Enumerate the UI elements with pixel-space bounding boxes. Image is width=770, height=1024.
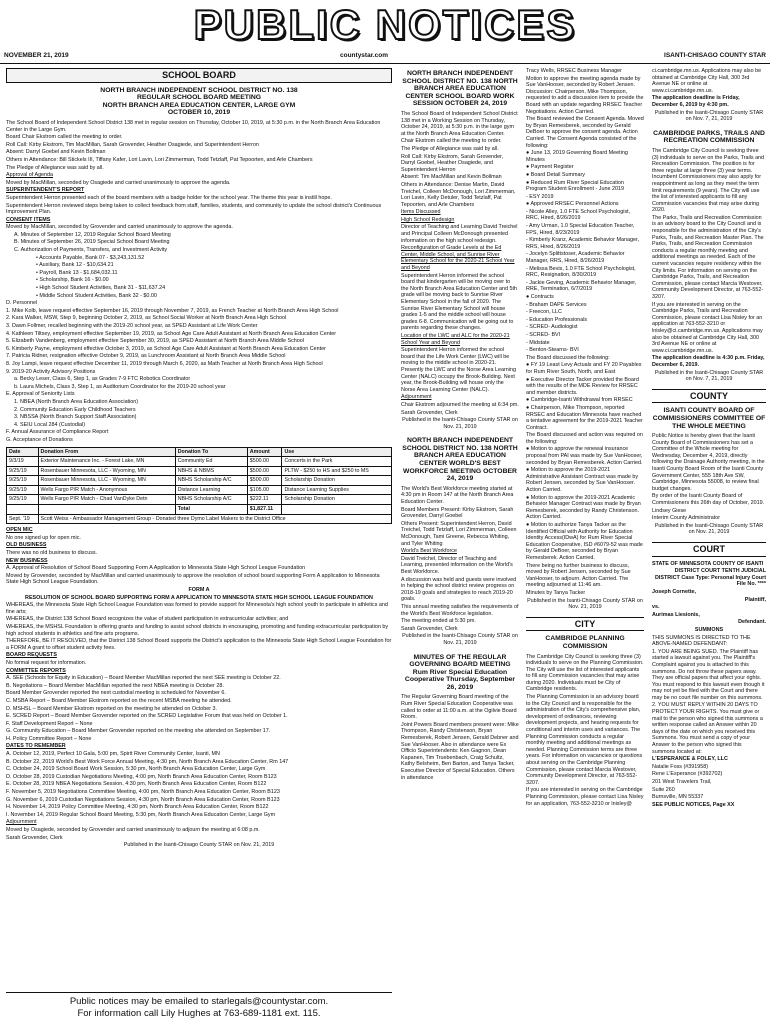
subheading: Location of the LWC and ALC for the 2020-21 School Year and Beyond [401,332,510,346]
subheading: SUPERINTENDENT'S REPORT [6,187,85,194]
subheading: Reconfiguration of Grade Levels at the Ed Center, Middle School, and Sunrise River Elementary School for the 2020-21 School Year and Beyond [401,245,515,272]
list-item: Board Member Grovender reported the next custodial meeting is scheduled for November 6. [6,690,226,697]
court-heading: STATE OF MINNESOTA COUNTY OF ISANTI [652,560,764,567]
paragraph: Superintendent Herron informed the school board that kindergarten will be moving over to the North Branch Area Education Center and 5th grade will be moving back to Sunrise River Elementary School in the fall of 2020. The Sunrise River Elementary School will house grades 1-5 and the middle school will house grades 6-8. Communication will be going out to parents regarding these changes. [401,272,517,332]
list-item: 2. Community Education Early Childhood Teachers [14,406,136,413]
publication-line: Published in the Isanti-Chisago County STAR on Nov. 21, 2019 [402,417,518,430]
paragraph: The Pledge of Allegiance was said by all. [6,164,104,171]
notice-heading: CAMBRIDGE PLANNING COMMISSION [545,635,625,650]
folio-site: countystar.com [340,52,389,59]
list-item: ● FY 19 Least Levy Actuals and FY 20 Payables for Rum River South, North, and East [526,362,642,375]
table-row [7,514,392,524]
paragraph: There being no further business to discuss, moved by Robert Jensen, seconded by Sue VanHooser, to adjourn. Action Carried. The meeting adjourned at 11:46 am. [526,562,631,589]
paragraph: Superintendent Herron presented each of the board members with a badge holder for the school year. The theme this year is instill hope. [6,194,332,201]
subheading: FORM A [188,587,210,593]
subheading: RESOLUTION OF SCHOOL BOARD SUPPORTING FORM A APPLICATION TO MINNESOTA STATE HIGH SCHOOL LEAGUE FOUNDATION [25,594,373,601]
list-item: ● Reduced Rum River Special Education Program Student Enrollment - June 2019 [526,179,624,193]
paragraph: Chair Ekstrom adjourned the meeting at 6:34 pm. [401,401,519,408]
publication-line: Published in the Isanti-Chisago County STAR on Nov. 7, 21, 2019 [654,109,764,123]
list-item: A. Minutes of September 12, 2019 Regular School Board Meeting [14,231,171,238]
signature: Sarah Grovender, Clerk [401,625,458,632]
list-item: C. October 24, 2019 School Board Work Session, 5:30 pm, North Branch Area Education Center, Large Gym [6,766,266,773]
paragraph: Others in Attendance: Bill Stickels III, Tiffany Kafer, Lori Lavin, Lori Zimmerman, Todd Tetzlaff, Pat Tepoorten, and Arle Chambers [6,156,313,163]
column-4 [652,68,766,1018]
table-row [7,495,392,505]
paragraph: The World's Best Workforce meeting started at 4:30 pm in Room 147 at the North Branch Area Education Center. [401,485,514,506]
table-cell: $500.00 [247,457,282,467]
paragraph: Moved by Grovender, seconded by MacMillan and carried unanimously to approve the resolution of school board supporting Form A application to Minnesota State High School League Foundation. [6,572,380,586]
paragraph: Absent: Tim MacMillan and Kevin Bollman [401,174,502,181]
list-item: H. November 14, 2019 Policy Committee Meeting, 4:30 pm, North Branch Area Education Center, Room B122 [6,804,269,811]
list-item: - Jackie Geving, Academic Behavior Manager, RRE, Termination, 6/7/2019 [526,279,637,293]
list-item: C. MSBA Report – Board Member Ekstrom reported on the recent MSBA meeting he attended. [6,697,232,704]
table-cell: NBHS Scholarship A/C [175,476,247,486]
paragraph: The School Board of Independent School District 138 met in a Working Session on Thursday, October 24, 2019, at 5:30 p.m. in the large gym at the North Branch Area Education Center. [401,110,518,137]
table-cell: 9/25/19 [7,476,39,486]
table-row [7,485,392,495]
paragraph: THIS SUMMONS IS DIRECTED TO THE ABOVE-NAMED DEFENDANT: [652,634,751,648]
list-item: a. Becky Leser, Class 6, Step 1, as Grades 7-9 FTC Robotics Coordinator [14,376,191,383]
list-item: F. November 5, 2019 Negotiations Committee Meeting, 4:00 pm, North Branch Area Education Center, Room B123 [6,789,280,796]
folio-paper: ISANTI-CHISAGO COUNTY STAR [664,52,766,59]
table-cell: Rosenbauer Minnesota, LLC - Wyoming, MN [38,466,175,476]
heading-line: OCTOBER 10, 2019 [167,109,231,117]
list-item: b. Laura Michels, Class 3, Step 1, as Auditorium Coordinator for the 2019-20 school year [14,383,226,390]
table-row [7,466,392,476]
paragraph: The Board reviewed the Consent Agenda. Moved by Bryan Remesberek, seconded by Gerald DeBoer to approve the consent agenda. Action Carried. The Consent Agenda consisted of the following: [526,116,644,149]
table-cell [282,505,392,515]
paragraph: The Cambridge City Council is seeking three (3) individuals to serve on the Parks, Trails and Recreation Commission. The position is for three regular at large three (3) year terms. Incumbent Commissioners may also apply for reappointment as long as they meet the term limit requirements (9 years). The City will use the list of interested applicants to fill any Commission vacancies that may arise during 2020. [652,147,765,214]
paragraph: The Cambridge City Council is seeking three (3) individuals to serve on the Planning Commission. The City will use the list of interested applicants to fill any Commission vacancies that may arise during 2020. Individuals must be City of Cambridge residents. [526,653,644,693]
list-item: ● Cambridge-Isanti Withdrawal from RRSEC [526,397,633,404]
table-header: Donation To [175,447,247,457]
list-item: D. Personnel [6,300,38,307]
paragraph: The Board discussed and action was required on the following: [526,432,643,445]
paragraph: Moved by MacMillan, seconded by Osagiede and carried unanimously to approve the agenda. [6,179,231,186]
paragraph: 1. YOU ARE BEING SUED. The Plaintiff has started a lawsuit against you. The Plaintiff's Complaint against you is attached to this summons. Do not throw these papers away. They are official papers that affect your rights. You must respond to this lawsuit even though it may not yet be filed with the Court and there may be no court file number on this summons. [652,648,765,701]
list-item: - Jocelyn Splittstoser, Academic Behavior Manager, RRS, Hired, 8/26/2019 [526,251,625,265]
list-item: 3. Dawn Follmer, recalled beginning with the 2019-20 school year, as SPED Assistant at Life Work Center [6,323,258,329]
subheading: CONSENT ITEMS [6,216,51,223]
publication-line: Published in the Isanti-Chisago County STAR on Nov. 21, 2019 [402,633,518,646]
list-item: ● Motion to approve the renewal insurance proposal from PAI was made by Sue VanHooser, seconded by Bryan Remesberek. Action Carried. [526,446,643,466]
table-header-row [7,447,392,457]
list-item: ● Motion to authorize Tanya Tacker as the Identified Official with Authority for Education Identity Access(IDwA) for Rum River Special Education Cooperative, ISD #6079-52 was made by Gerald DeBoer, seconded by Bryan Remesberek. Action Carried. [526,522,643,561]
heading-line: NORTH BRANCH AREA EDUCATION CENTER, LARGE GYM [102,101,296,109]
party-name: Joseph Cornette, [652,588,697,595]
list-item: H. Policy Committee Report – None [6,735,92,742]
list-item: • Accounts Payable, Bank 07 - $3,243,131.52 [36,254,145,261]
table-cell: Concerts in the Park [282,457,392,467]
list-item: D. MSHSL – Board Member Ekstrom reported on the meeting he attended on October 3. [6,705,218,712]
paragraph: If you are interested in serving on the Cambridge Planning Commission, please contact Lisa Nisley for an application, 763-552-3210 or lnisley@ [526,787,644,807]
address-line: Suite 260 [652,786,675,793]
subheading: Items Discussed [401,209,441,216]
paragraph: There was no old business to discuss. [6,550,98,557]
list-item: 8. Joy Lampi, leave request effective December 11, 2019 through March 6, 2020, as Math Teacher at North Branch Area High School [6,360,323,367]
list-item: • Middle School Student Activities, Bank 32 - $0.00 [36,292,157,299]
subheading: Approval of Agenda [6,172,54,179]
list-item: 9. 2019-20 Activity Advisory Positions [6,368,96,375]
paragraph: ci.cambridge.mn.us. Applications may also be obtained at Cambridge City Hall, 300 3rd Avenue NE or online at www.ci.cambridge.mn.us. [652,68,762,94]
list-item: A. SEE (Schools for Equity in Education) – Board Member MacMillan reported the next SEE meeting is October 22. [6,675,281,682]
list-item: • Payroll, Bank 13 - $1,684,032.11 [36,269,118,276]
list-item: 7. Patricia Ridner, resignation effective October 9, 2019, as Lunchroom Assistant at North Branch Area Middle School [6,353,286,360]
paragraph: The Board discussed the following: [526,354,610,361]
court-heading: DISTRICT COURT TENTH JUDICIAL DISTRICT Case Type: Personal Injury Court File No. **** [654,568,766,588]
publication-line: Published in the Isanti-Chisago County STAR on Nov. 7, 21, 2019 [654,369,764,383]
table-cell: PLTW - $250 to HS and $250 to MS [282,466,392,476]
list-item: 6. Kimberly Payne, employment effective October 3, 2019, as School Age Care Adult Assistant at North Branch Area Education Center [6,345,326,352]
subheading: Adjournment [6,819,37,826]
list-item: ● Executive Director Tacker provided the Board with the results of the MDE Review for RRSEC and member districts. [526,376,639,396]
address-line: Natalie Foss (#391958) [652,763,709,770]
list-item: - SCRED- Audiologist [526,324,578,331]
paragraph: Superintendent Herron informed the school board that the Life Work Center (LWC) will be moving to the middle school in 2020-21. Presently the LWC and the Norse Area Learning Center (NALC) occupy the Brook-Building. Next year, the Brook-Building will house only the Norse Area Learning Center (NALC). [401,347,516,393]
subheading: OLD BUSINESS [6,542,47,549]
subheading: COMMITTEE REPORTS [6,667,66,674]
address-line: L'ESPERANCE & FOLEY, LLC [652,756,728,763]
address-line: Rene L'Esperance (#392702) [652,771,723,778]
table-cell: 9/25/19 [7,495,39,505]
table-cell: 9/25/19 [7,485,39,495]
table-row [7,476,392,486]
list-item: 4. Kathleen Tiltsey, employment effective September 19, 2019, as School Age Care Adult Assistant at North Branch Area Education Center [6,330,337,337]
notice-heading: ISANTI COUNTY BOARD OF COMMISSIONERS COMMITTEE OF THE WHOLE MEETING [652,407,766,430]
list-item: ● Payment Register [526,164,574,171]
list-item: C. Authorization of Payments, Transfers, and Investment Activity [14,247,168,254]
list-item: - Melissa Bevis, 1.0 FTE School Psychologist, RRC, Resignation, 8/30/2019 [526,265,636,279]
table-cell: Scholarship Donation [282,476,392,486]
table-cell: NBHS Scholarship A/C [175,495,247,505]
list-item: - Midstate [526,339,550,346]
list-item: ● June 13, 2019 Governing Board Meeting Minutes [526,150,628,163]
list-item: 3. NBSSA (North Branch Support Staff Association) [14,414,137,421]
column-2 [401,68,519,1018]
list-item: - ESY 2019 [526,193,554,200]
list-item: ● Motion to approve the 2019-2021 Academic Behavior Manager Contract was made by Bryan Remesberek, seconded by Randy Christenson. Action Carried. [526,494,641,521]
signature: Lindsey Giese [652,507,687,514]
publication-line: Published in the Isanti-Chisago County STAR on Nov. 21, 2019 [123,842,275,849]
notice-heading: CAMBRIDGE PARKS, TRAILS AND RECREATION COMMISSION [653,129,765,145]
address-line: Burnsville, MN 55337 [652,794,704,801]
paragraph: Superintendent Herron reviewed steps being taken to collect feedback from staff, families, students, and community to update the school district's Continuous Improvement Plan. [6,202,382,216]
paragraph: No formal request for information. [6,659,87,666]
table-cell: Scott Weiss - Ambassador Management Group - Donated three Dymo Label Makers to the District Office [38,514,391,524]
list-item: • High School Student Activities, Bank 31 - $11,637.24 [36,285,166,292]
list-item: G. Acceptance of Donations [6,436,73,443]
table-header: Use [282,447,392,457]
table-cell: Wells Fargo P/R Match - Chad VanDyke Detn [38,495,175,505]
paragraph: The Pledge of Allegiance was said by all. [401,145,499,152]
table-cell: Exterior Maintenance Inc. - Forest Lake, MN [38,457,175,467]
paragraph: A. Approval of Resolution of School Board Supporting Form A Application to Minnesota State High School League Foundation [6,565,306,572]
signature: Sarah Grovender, Clerk [6,834,63,841]
table-cell: Distance Learning Supplies [282,485,392,495]
table-row [7,457,392,467]
list-item: ● Board Detail Summary [526,171,585,178]
section-header-county: COUNTY [652,389,766,404]
list-item: B. Minutes of September 26, 2019 Special School Board Meeting [14,239,170,246]
table-header: Donation From [38,447,175,457]
paragraph: If you are interested in serving on the Cambridge Parks, Trails and Recreation Commission, please contact Lisa Nisley for an application at 763-552-3210 or lnisley@ci.cambridge.mn.us. Applications may also be obtained at Cambridge City Hall, 300 3rd Avenue NE or online at www.ci.cambridge.mn.us. [652,301,763,354]
paragraph: Board Members Present: Kirby Ekstrom, Sarah Grovender, Darryl Goebel [401,506,514,520]
subheading: DATES TO REMEMBER [6,743,66,750]
list-item: I. November 14, 2019 Regular School Board Meeting, 5:30 pm, North Branch Area Education Center, Large Gym [6,811,276,818]
folio-date: NOVEMBER 21, 2019 [4,52,69,59]
list-item: E. October 28, 2019 NBEA Negotiations Session, 4:30 pm, North Branch Area Education Center, Room B122 [6,781,267,788]
paragraph: 2. YOU MUST REPLY WITHIN 20 DAYS TO PROTECT YOUR RIGHTS. You must give or mail to the person who signed this summons a written response called an Answer within 20 days of the date on which you received this Summons. You must send a copy of your Answer to the person who signed this summons located at: [652,702,763,755]
paragraph: The Regular Governing Board meeting of the Rum River Special Education Cooperative was called to order at 11:00 a.m. at the Ogilvie Board Room. [401,694,517,721]
list-item: - Kimberly Kranz, Academic Behavior Manager, RRS, Hired, 8/26/2019 [526,237,639,250]
paragraph: WHEREAS, the Minnesota State High School League Foundation was formed to provide support for Minnesota's high school youth to participate in athletics and fine arts; [6,602,388,615]
continuation-line: SEE PUBLIC NOTICES, Page XX [652,801,735,808]
list-item: • Scholarship, Bank 16 - $0.00 [36,277,109,284]
footer-contact [6,992,392,1022]
table-cell: NBHS & NBMS [175,466,247,476]
table-row-total [7,505,392,515]
list-item: - Freecon, LLC [526,309,562,316]
paragraph: Joint Powers Board members present were: Mike Thompson, Randy Christenson, Bryan Remesberek, Robert Jensen, Gerald Debner and Sue VanHooser. Also in attendance were Ex Officio Superintendents: Ken Gagnon, Dean Kapanen, Tim Truebenbach, Craig Schultz, Kathy Belsheim, Ben Barton, and Tanya Tacker, Executive Director of Special Education. Others in attendance [401,721,519,781]
signature: Sarah Grovender, Clerk [401,409,458,416]
paragraph: This annual meeting satisfies the requirements of the World's Best Workforce legislation. [401,603,519,617]
table-cell [38,505,175,515]
paragraph: The application deadline is Friday, December 6, 2019 by 4:30 pm. [652,95,740,108]
masthead-title: PUBLIC NOTICES [193,1,577,48]
paragraph: Roll Call: Kirby Ekstrom, Tim MacMillan, Sarah Grovender, Heather Osagiede, and Superintendent Herron [6,141,259,148]
list-item: 1. NBEA (North Branch Area Education Association) [14,398,139,405]
masthead-banner [0,0,770,50]
notice-heading: NORTH BRANCH INDEPENDENT SCHOOL DISTRICT NO. 138 NORTH BRANCH AREA EDUCATION CENTER SCHOOL BOARD WORK SESSION OCTOBER 24, 2019 [402,70,518,108]
paragraph: Public Notice is hereby given that the Isanti County Board of Commissioners has set a Committee of the Whole meeting for Wednesday, December 4, 2019, directly following the Drainage Authority meeting, in the Isanti County Board Room of the Isanti County Government Center, 555 18th Ave SW, Cambridge, Minnesota 55008, to review final budget changes. [652,433,765,492]
list-item: ● Approved RRSEC Personnel Actions [526,201,619,208]
table-cell: 9/25/19 [7,466,39,476]
footer-line: For information call Lily Hughes at 763-689-1181 ext. 115. [77,1008,321,1019]
list-item: 2. Kara Walker, MSW, Step 9, beginning October 2, 2019, as School Social Worker at North Branch Area High School [6,315,287,322]
table-header: Amount [247,447,282,457]
list-item: D. October 28, 2019 Custodian Negotiations Meeting, 4:00 pm, North Branch Area Education Center, Room B123 [6,773,277,780]
party-role: Defendant. [738,619,766,626]
section-header-city: CITY [526,617,644,632]
subheading: World's Best Workforce [401,548,457,555]
table-cell: $105.00 [247,485,282,495]
list-item: F. Annual Assurance of Compliance Report [6,429,109,436]
paragraph: A discussion was held and guests were involved in helping the school district review progress on 2018-19 goals and strategies to reach 2019-20 goals. [401,576,517,603]
paragraph: The application deadline is 4:30 p.m. Friday, December 6, 2019. [652,355,765,368]
paragraph: Director of Teaching and Learning David Treichel and Principal Colleen McDonough presented information on the high school redesign. [401,224,518,244]
party-versus: vs. [652,604,660,611]
paragraph: Motion to approve the meeting agenda made by Sue VanHooser, seconded by Robert Jensen. Discussion: Chairperson, Mike Thompson, requested to add a discussion item to provide the Board with an update regarding RRSEC Teacher Negotiations. Action Carried. [526,75,644,115]
list-item: ● Contracts [526,294,554,300]
summons-title: SUMMONS [694,626,724,633]
table-cell: 9/3/19 [7,457,39,467]
signature: Minutes by Tanya Tacker [526,589,586,596]
list-item: B. Negotiations – Board Member MacMillan reported the next NBEA meeting is October 28. [6,682,224,689]
paragraph: Tracy Wells, RRSEC Business Manager [526,68,622,74]
paragraph: WHEREAS, the District 138 School Board recognizes the value of student participation in extracurricular activities; and [6,616,289,623]
column-3 [526,68,644,1018]
list-item: - Amy Urman, 1.0 Special Education Teacher, FPS, Hired, 8/23/2019 [526,223,635,236]
list-item: F. Staff Development Report – None [6,720,93,727]
table-cell: Scholarship Donation [282,495,392,505]
list-item: G. November 6, 2019 Custodian Negotiations Session, 4:30 pm, North Branch Area Education Center, Room B123 [6,796,280,803]
notice-heading: NORTH BRANCH INDEPENDENT SCHOOL DISTRICT NO. 138 NORTH BRANCH AREA EDUCATION CENTER WORLD'S BEST WORKFORCE MEETING OCTOBER 24, 2019 [402,437,518,483]
publication-line: Published in the Isanti-Chisago County STAR on Nov. 21, 2019 [527,597,643,611]
table-cell: $500.00 [247,466,282,476]
notice-heading [6,87,392,117]
paragraph: Others Present: Superintendent Herron, David Treichel, Todd Tetzlaff, Lori Zimmerman, Colleen McDonough, Tami Greene, Rebecca Whiting, and Tyler Whiting [401,520,517,547]
list-item: - Braham DAPE Services [526,301,587,308]
table-cell: Total [175,505,247,515]
table-cell: $222.11 [247,495,282,505]
donations-table [6,447,392,525]
list-item: A. October 12, 2019, Perfect 10 Gala, 5:00 pm, Spirit River Community Center, Isanti, MN [6,751,220,758]
table-cell: Sept. '19 [7,514,39,524]
paragraph: Chair Ekstrom called the meeting to order. [401,138,502,145]
list-item: B. October 22, 2019 World's Best Work Force Annual Meeting, 4:30 pm, North Branch Area Education Center, Rm 147 [6,758,289,765]
list-item: • Auxiliary, Bank 12 - $10,634.21 [36,262,114,269]
list-item: E. Approval of Seniority Lists [6,391,75,398]
table-cell [7,505,39,515]
subheading: OPEN MIC [6,527,33,534]
list-item: - Education Professionals [526,316,588,323]
table-cell: $500.00 [247,476,282,486]
table-header: Date [7,447,39,457]
address-line: 201 West Travelers Trail, [652,779,712,785]
subheading: BOARD REQUESTS [6,652,57,659]
party-role: Plaintiff, [744,596,766,603]
footer-line: Public notices may be emailed to starlegals@countystar.com. [69,996,329,1007]
list-item: - Benton-Stearns- BVI [526,347,579,354]
list-item: ● Chairperson, Mike Thompson, reported RRSEC and Education Minnesota have reached a tentative agreement for the 2019-2021 Teacher Contract. [526,404,643,431]
table-cell: Wells Fargo P/R Match - Anonymous [38,485,175,495]
paragraph: The Parks, Trails and Recreation Commission is an advisory board to the City Council and is responsible for the administration of the City's Parks, Trails, and Recreation Master Plan. The Parks, Trails, and Recreation Commission conducts a regular monthly meeting and additional meetings as needed. Each of the current vacancies require residency within the City limits. For information on serving on the Cambridge Parks, Trails, and Recreation Commission, please contact Marcia Westover, Community Development Director, at 763-552-3207. [652,214,764,300]
list-item: - Nicole Alley, 1.0 FTE School Psychologist, RRC, Hired, 8/26/2019 [526,208,631,222]
section-header-court: COURT [652,542,766,557]
heading-line: REGULAR SCHOOL BOARD MEETING [136,94,262,102]
paragraph: WHEREAS, the MSHSL Foundation is offering grants and funding to assist school districts in encouraging, promoting and funding extracurricular participation by high school students in athletics and fine arts programs. [6,623,389,637]
notice-heading: MINUTES OF THE REGULAR GOVERNING BOARD MEETING Rum River Special Education Cooperative Thursday, September 26, 2019 [404,653,516,691]
paragraph: Roll Call: Kirby Ekstrom, Sarah Grovender, Darryl Goebel, Heather Osagiede, and Superintendent Herron [401,153,504,173]
paragraph: The School Board of Independent School District 138 met in regular session on Thursday, October 10, 2019, at 5:30 p.m. in the North Branch Area Education Center in the Large Gym. [6,119,381,133]
list-item: 1. Mike Kolb, leave request effective September 16, 2019 through November 7, 2019, as French Teacher at North Branch Area High School [6,307,339,314]
list-item: 5. Elizabeth Vandenberg, employment effective September 30, 2019, as SPED Assistant at North Branch Area Middle School [6,338,304,345]
list-item: E. SCRED Report – Board Member Grovender reported on the SCRED Legislative Forum that was held on October 1. [6,713,288,720]
paragraph: David Treichel, Director of Teaching and Learning, presented information on the World's Best Workforce. [401,555,513,575]
table-cell: Rosenbauer Minnesota, LLC - Wyoming, MN [38,476,175,486]
list-item: - SCRED- BVI [526,331,561,338]
paragraph: Others in Attendance: Denise Martin, David Treichel, Colleen McDonough, Lori Zimmerman, Lori Lavin, Kelly Detuler, Todd Tetzlaff, Pat Tepoorten, and Arle Chambers [401,181,516,208]
list-item: ● Motion to approve the 2019-2021 Administrative Assistant Contract was made by Robert Jensen, seconded by Sue VanHooser. Action Carried. [526,467,639,494]
list-item: G. Community Education – Board Member Grovender reported on the meeting she attended on September 17. [6,728,271,735]
party-name: Aurimas Liesionis, [652,611,700,618]
paragraph: Moved by MacMillan, seconded by Grovender and carried unanimously to approve the agenda. [6,224,233,231]
subheading: NEW BUSINESS [6,557,48,564]
paragraph: No one signed up for open mic. [6,534,81,541]
table-cell: Distance Learning [175,485,247,495]
subheading: High School Redesign [401,216,455,223]
paragraph: The Planning Commission is an advisory board to the City Council and is responsible for the administration of the City's comprehensive plan, development of ordinances, reviewing development projects, and hearing requests for conditional and interim uses and variances. The Planning Commission conducts a regular monthly meeting and additional meetings as needed. Planning Commission terms are three years. For information on vacancies or questions about serving on the Cambridge Planning Commission, please contact Marcia Westover, Community Development Director, at 763-552-3207. [526,694,643,786]
folio-line [0,50,770,64]
section-header-school-board: SCHOOL BOARD [6,68,392,83]
paragraph: The meeting ended at 5:30 pm. [401,618,476,625]
paragraph: Moved by Osagiede, seconded by Grovender and carried unanimously to adjourn the meeting at 6:08 p.m. [6,827,260,833]
paragraph: Absent: Darryl Goebel and Kevin Bollman [6,149,106,156]
list-item: 4. SEIU Local 284 (Custodial) [14,421,86,428]
table-cell: $1,827.11 [247,505,282,515]
subheading: Adjournment [401,394,432,401]
column-school-board [6,68,392,988]
publication-line: Published in the Isanti-Chisago County STAR on Nov. 21, 2019 [654,522,764,536]
paragraph: THEREFORE, BE IT RESOLVED, that the District 138 School Board supports the District's application to the Minnesota State High School League Foundation for a FORM A grant to offset student activity fees. [6,638,392,651]
table-cell: Community Ed [175,457,247,467]
signature: Interim County Administrator [652,515,721,522]
heading-line: NORTH BRANCH INDEPENDENT SCHOOL DISTRICT NO. 138 [100,86,298,94]
paragraph: By order of the Isanti County Board of Commissioners this 26th day of October, 2019. [652,493,765,507]
paragraph: Board Chair Ekstrom called the meeting to order. [6,134,123,141]
